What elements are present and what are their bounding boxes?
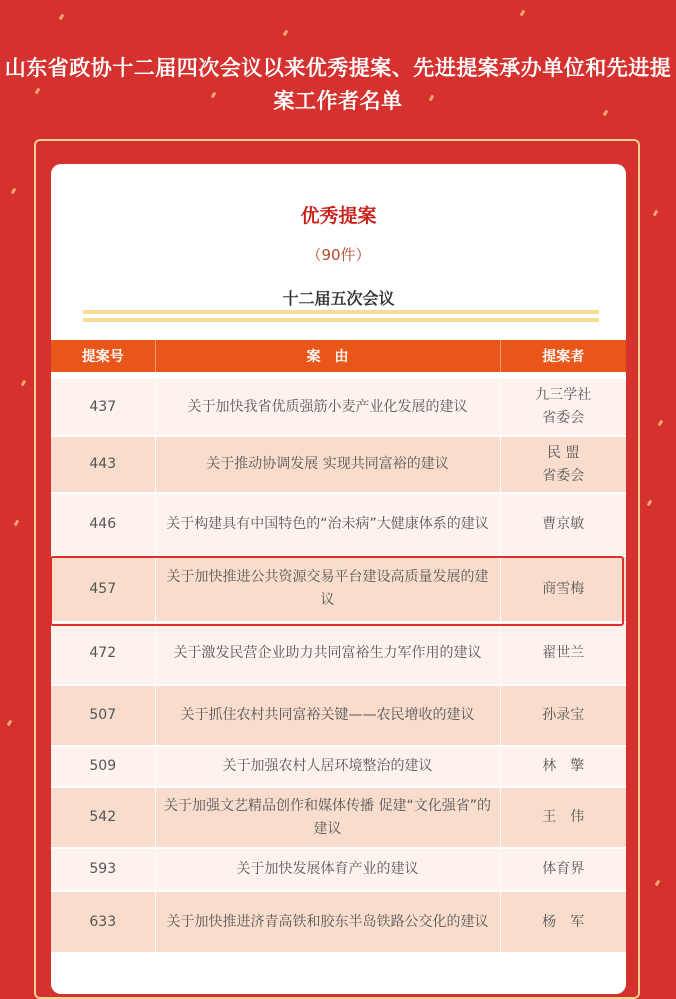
proposal-subject: 关于抓住农村共同富裕关键——农民增收的建议 <box>155 685 500 746</box>
proposal-subject: 关于激发民营企业助力共同富裕生力军作用的建议 <box>155 622 500 685</box>
sparkle-decoration <box>7 720 13 727</box>
column-header-proposer: 提案者 <box>500 340 626 372</box>
proposal-id: 509 <box>51 746 155 787</box>
proposal-subject: 关于推动协调发展 实现共同富裕的建议 <box>155 436 500 493</box>
table-row <box>51 787 626 848</box>
proposal-subject: 关于加快推进公共资源交易平台建设高质量发展的建议 <box>155 556 500 622</box>
proposal-proposer: 商雪梅 <box>500 556 626 622</box>
table-row <box>51 891 626 953</box>
proposal-subject: 关于加快我省优质强筋小麦产业化发展的建议 <box>155 378 500 436</box>
proposal-proposer: 曹京敏 <box>500 493 626 556</box>
proposal-proposer: 王 伟 <box>500 787 626 848</box>
page-title <box>0 52 676 118</box>
gold-divider <box>83 310 599 314</box>
page-title-line-1: 山东省政协十二届四次会议以来优秀提案、先进提案承办单位和先进提 <box>4 56 672 80</box>
table-row <box>51 622 626 685</box>
proposal-proposer: 民 盟 省委会 <box>500 436 626 493</box>
sparkle-decoration <box>21 380 27 387</box>
proposal-id: 437 <box>51 378 155 436</box>
table-row <box>51 378 626 436</box>
sparkle-decoration <box>647 500 653 507</box>
proposal-id: 542 <box>51 787 155 848</box>
proposal-proposer: 翟世兰 <box>500 622 626 685</box>
proposal-proposer: 体育界 <box>500 848 626 891</box>
proposal-subject: 关于构建具有中国特色的“治未病”大健康体系的建议 <box>155 493 500 556</box>
proposal-id: 443 <box>51 436 155 493</box>
proposal-id: 633 <box>51 891 155 953</box>
proposal-id: 472 <box>51 622 155 685</box>
section-count: （90件） <box>306 246 371 264</box>
sparkle-decoration <box>283 30 289 37</box>
proposal-id: 457 <box>51 556 155 622</box>
proposal-table <box>51 340 626 954</box>
sparkle-decoration <box>14 520 20 527</box>
sparkle-decoration <box>59 14 65 21</box>
column-header-id: 提案号 <box>51 340 155 372</box>
sparkle-decoration <box>520 10 526 17</box>
sparkle-decoration <box>658 420 664 427</box>
proposal-proposer: 孙录宝 <box>500 685 626 746</box>
proposal-proposer: 杨 军 <box>500 891 626 953</box>
content-card <box>51 164 626 994</box>
sparkle-decoration <box>11 188 17 195</box>
table-row <box>51 556 626 622</box>
sparkle-decoration <box>655 880 661 887</box>
gold-divider <box>83 318 599 322</box>
table-header-row <box>51 340 626 372</box>
sparkle-decoration <box>653 210 659 217</box>
table-row <box>51 848 626 891</box>
table-row <box>51 436 626 493</box>
proposal-id: 446 <box>51 493 155 556</box>
proposal-proposer: 林 擎 <box>500 746 626 787</box>
proposal-subject: 关于加快发展体育产业的建议 <box>155 848 500 891</box>
session-title: 十二届五次会议 <box>282 289 395 308</box>
proposal-proposer: 九三学社 省委会 <box>500 378 626 436</box>
proposal-id: 593 <box>51 848 155 891</box>
table-row <box>51 685 626 746</box>
proposal-subject: 关于加强文艺精品创作和媒体传播 促建“文化强省”的建议 <box>155 787 500 848</box>
proposal-id: 507 <box>51 685 155 746</box>
section-title: 优秀提案 <box>300 205 377 227</box>
proposal-subject: 关于加快推进济青高铁和胶东半岛铁路公交化的建议 <box>155 891 500 953</box>
column-header-subject: 案 由 <box>155 340 500 372</box>
table-row <box>51 493 626 556</box>
proposal-subject: 关于加强农村人居环境整治的建议 <box>155 746 500 787</box>
table-row <box>51 746 626 787</box>
page-title-line-2: 案工作者名单 <box>273 89 403 113</box>
